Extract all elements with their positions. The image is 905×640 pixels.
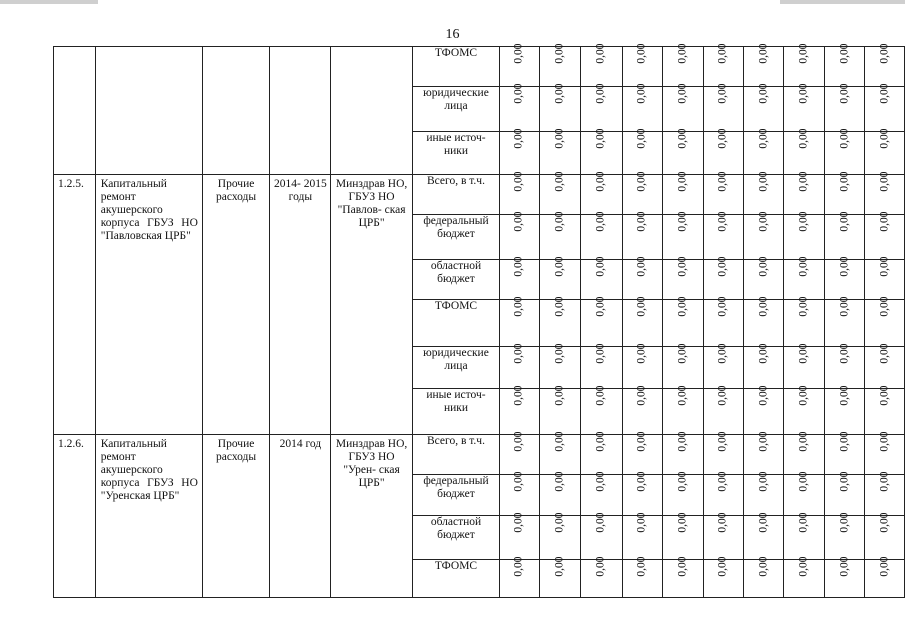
value-text: 0,00 bbox=[797, 83, 810, 104]
value-cell bbox=[622, 296, 662, 347]
value-text: 0,00 bbox=[757, 43, 770, 64]
item-number: 1.2.6. bbox=[54, 435, 96, 598]
value-cell bbox=[539, 556, 580, 598]
value-text: 0,00 bbox=[878, 385, 891, 406]
value-cell bbox=[703, 171, 743, 215]
value-text: 0,00 bbox=[635, 556, 648, 577]
value-cell bbox=[500, 211, 539, 260]
funding-source: ТФОМС bbox=[412, 560, 500, 598]
value-text: 0,00 bbox=[553, 83, 566, 104]
value-cell bbox=[663, 431, 703, 475]
page-number: 16 bbox=[445, 27, 460, 42]
value-cell bbox=[784, 128, 824, 175]
value-cell bbox=[744, 171, 784, 215]
value-text: 0,00 bbox=[635, 385, 648, 406]
value-cell bbox=[539, 171, 580, 215]
value-cell bbox=[539, 128, 580, 175]
value-text: 0,00 bbox=[878, 431, 891, 452]
value-text: 0,00 bbox=[878, 556, 891, 577]
value-text: 0,00 bbox=[594, 211, 607, 232]
value-text: 0,00 bbox=[553, 471, 566, 492]
value-cell bbox=[663, 256, 703, 300]
value-text: 0,00 bbox=[676, 471, 689, 492]
value-cell bbox=[703, 128, 743, 175]
value-cell bbox=[500, 385, 539, 435]
value-text: 0,00 bbox=[878, 128, 891, 149]
value-cell bbox=[784, 43, 824, 87]
value-text: 0,00 bbox=[797, 128, 810, 149]
value-text: 0,00 bbox=[716, 343, 729, 364]
value-cell bbox=[539, 211, 580, 260]
value-cell bbox=[539, 512, 580, 560]
value-cell bbox=[581, 211, 622, 260]
value-text: 0,00 bbox=[553, 128, 566, 149]
value-text: 0,00 bbox=[676, 171, 689, 192]
value-text: 0,00 bbox=[676, 43, 689, 64]
value-text: 0,00 bbox=[635, 83, 648, 104]
value-text: 0,00 bbox=[838, 471, 851, 492]
funding-source: иные источ- ники bbox=[412, 389, 500, 435]
value-cell bbox=[703, 256, 743, 300]
value-text: 0,00 bbox=[635, 343, 648, 364]
value-text: 0,00 bbox=[676, 296, 689, 317]
value-text: 0,00 bbox=[757, 471, 770, 492]
value-text: 0,00 bbox=[594, 471, 607, 492]
value-cell bbox=[581, 385, 622, 435]
value-text: 0,00 bbox=[838, 171, 851, 192]
value-cell bbox=[865, 211, 905, 260]
value-text: 0,00 bbox=[838, 43, 851, 64]
item-name: Капитальный ремонт акушерского корпуса ГБУЗ НО "Павловская ЦРБ" bbox=[95, 175, 202, 435]
value-cell bbox=[663, 512, 703, 560]
value-text: 0,00 bbox=[878, 296, 891, 317]
value-text: 0,00 bbox=[716, 83, 729, 104]
item-number: 1.2.5. bbox=[54, 175, 96, 435]
value-cell bbox=[500, 256, 539, 300]
value-cell bbox=[784, 556, 824, 598]
value-cell bbox=[581, 83, 622, 132]
scan-mark-left bbox=[0, 0, 98, 4]
value-cell bbox=[744, 128, 784, 175]
value-text: 0,00 bbox=[757, 512, 770, 533]
value-text: 0,00 bbox=[594, 431, 607, 452]
value-text: 0,00 bbox=[513, 256, 526, 277]
value-text: 0,00 bbox=[878, 83, 891, 104]
value-text: 0,00 bbox=[757, 83, 770, 104]
value-text: 0,00 bbox=[676, 256, 689, 277]
value-cell bbox=[581, 296, 622, 347]
value-text: 0,00 bbox=[797, 343, 810, 364]
value-cell bbox=[824, 128, 864, 175]
funding-source: ТФОМС bbox=[412, 47, 500, 87]
value-cell bbox=[784, 471, 824, 516]
value-text: 0,00 bbox=[553, 296, 566, 317]
value-text: 0,00 bbox=[838, 211, 851, 232]
value-cell bbox=[784, 296, 824, 347]
value-text: 0,00 bbox=[838, 83, 851, 104]
value-cell bbox=[663, 43, 703, 87]
expense-type: Прочие расходы bbox=[202, 175, 269, 435]
value-cell bbox=[663, 171, 703, 215]
value-text: 0,00 bbox=[635, 128, 648, 149]
value-text: 0,00 bbox=[757, 296, 770, 317]
value-cell bbox=[824, 256, 864, 300]
value-text: 0,00 bbox=[635, 512, 648, 533]
value-cell bbox=[865, 128, 905, 175]
value-text: 0,00 bbox=[635, 43, 648, 64]
value-text: 0,00 bbox=[797, 211, 810, 232]
value-text: 0,00 bbox=[635, 211, 648, 232]
value-cell bbox=[865, 343, 905, 389]
value-text: 0,00 bbox=[757, 385, 770, 406]
funding-source: юридические лица bbox=[412, 347, 500, 389]
value-text: 0,00 bbox=[716, 431, 729, 452]
value-cell bbox=[744, 211, 784, 260]
value-text: 0,00 bbox=[553, 556, 566, 577]
value-cell bbox=[703, 471, 743, 516]
value-text: 0,00 bbox=[838, 385, 851, 406]
value-cell bbox=[663, 211, 703, 260]
value-cell bbox=[539, 83, 580, 132]
item-number-cell bbox=[54, 47, 96, 175]
value-text: 0,00 bbox=[797, 171, 810, 192]
value-text: 0,00 bbox=[757, 256, 770, 277]
value-text: 0,00 bbox=[797, 471, 810, 492]
value-text: 0,00 bbox=[635, 471, 648, 492]
value-text: 0,00 bbox=[676, 83, 689, 104]
value-text: 0,00 bbox=[513, 556, 526, 577]
value-cell bbox=[500, 343, 539, 389]
value-cell bbox=[622, 171, 662, 215]
value-cell bbox=[744, 296, 784, 347]
scan-mark-right bbox=[780, 0, 905, 4]
value-text: 0,00 bbox=[838, 512, 851, 533]
value-text: 0,00 bbox=[878, 171, 891, 192]
value-cell bbox=[500, 43, 539, 87]
value-cell bbox=[622, 512, 662, 560]
value-cell bbox=[663, 385, 703, 435]
value-cell bbox=[663, 128, 703, 175]
value-text: 0,00 bbox=[716, 43, 729, 64]
value-cell bbox=[824, 385, 864, 435]
value-text: 0,00 bbox=[676, 556, 689, 577]
value-cell bbox=[539, 431, 580, 475]
executor: Минздрав НО, ГБУЗ НО "Урен- ская ЦРБ" bbox=[331, 435, 412, 598]
funding-source: областной бюджет bbox=[412, 260, 500, 300]
item-name-cell bbox=[95, 47, 202, 175]
value-cell bbox=[663, 83, 703, 132]
value-text: 0,00 bbox=[594, 128, 607, 149]
value-cell bbox=[824, 83, 864, 132]
value-cell bbox=[784, 83, 824, 132]
executor-cell bbox=[331, 47, 412, 175]
value-text: 0,00 bbox=[553, 43, 566, 64]
value-text: 0,00 bbox=[676, 211, 689, 232]
value-text: 0,00 bbox=[878, 343, 891, 364]
value-text: 0,00 bbox=[513, 296, 526, 317]
value-text: 0,00 bbox=[716, 512, 729, 533]
executor: Минздрав НО, ГБУЗ НО "Павлов- ская ЦРБ" bbox=[331, 175, 412, 435]
value-cell bbox=[784, 431, 824, 475]
value-text: 0,00 bbox=[513, 128, 526, 149]
value-cell bbox=[500, 556, 539, 598]
value-cell bbox=[824, 211, 864, 260]
value-cell bbox=[622, 128, 662, 175]
expense-type: Прочие расходы bbox=[202, 435, 269, 598]
value-text: 0,00 bbox=[513, 171, 526, 192]
value-cell bbox=[581, 171, 622, 215]
table-row bbox=[54, 47, 905, 87]
value-cell bbox=[581, 471, 622, 516]
item-name: Капитальный ремонт акушерского корпуса ГБУЗ НО "Уренская ЦРБ" bbox=[95, 435, 202, 598]
value-cell bbox=[824, 512, 864, 560]
value-cell bbox=[622, 431, 662, 475]
value-cell bbox=[663, 343, 703, 389]
period: 2014- 2015 годы bbox=[270, 175, 331, 435]
value-cell bbox=[663, 556, 703, 598]
value-cell bbox=[744, 256, 784, 300]
value-text: 0,00 bbox=[513, 512, 526, 533]
value-cell bbox=[865, 471, 905, 516]
funding-source: иные источ- ники bbox=[412, 132, 500, 175]
value-cell bbox=[824, 43, 864, 87]
value-cell bbox=[865, 43, 905, 87]
budget-table bbox=[53, 43, 905, 598]
value-text: 0,00 bbox=[594, 256, 607, 277]
value-text: 0,00 bbox=[553, 385, 566, 406]
value-cell bbox=[581, 43, 622, 87]
value-cell bbox=[744, 43, 784, 87]
value-cell bbox=[744, 512, 784, 560]
funding-source: областной бюджет bbox=[412, 516, 500, 560]
value-cell bbox=[622, 385, 662, 435]
value-cell bbox=[784, 211, 824, 260]
value-text: 0,00 bbox=[594, 171, 607, 192]
funding-source: федеральный бюджет bbox=[412, 475, 500, 516]
value-cell bbox=[622, 211, 662, 260]
value-cell bbox=[539, 43, 580, 87]
value-cell bbox=[539, 256, 580, 300]
expense-type-cell bbox=[202, 47, 269, 175]
value-text: 0,00 bbox=[838, 431, 851, 452]
value-cell bbox=[744, 471, 784, 516]
value-cell bbox=[824, 171, 864, 215]
value-text: 0,00 bbox=[513, 431, 526, 452]
value-text: 0,00 bbox=[797, 556, 810, 577]
value-text: 0,00 bbox=[553, 512, 566, 533]
value-cell bbox=[865, 83, 905, 132]
value-cell bbox=[703, 343, 743, 389]
value-text: 0,00 bbox=[716, 171, 729, 192]
value-text: 0,00 bbox=[553, 343, 566, 364]
value-cell bbox=[622, 256, 662, 300]
value-cell bbox=[744, 83, 784, 132]
value-text: 0,00 bbox=[838, 256, 851, 277]
value-cell bbox=[539, 296, 580, 347]
value-text: 0,00 bbox=[797, 43, 810, 64]
value-text: 0,00 bbox=[716, 385, 729, 406]
value-text: 0,00 bbox=[513, 83, 526, 104]
value-cell bbox=[703, 83, 743, 132]
value-text: 0,00 bbox=[594, 385, 607, 406]
value-cell bbox=[703, 296, 743, 347]
value-cell bbox=[703, 385, 743, 435]
value-text: 0,00 bbox=[797, 431, 810, 452]
value-text: 0,00 bbox=[757, 171, 770, 192]
value-text: 0,00 bbox=[635, 256, 648, 277]
value-cell bbox=[581, 556, 622, 598]
value-cell bbox=[622, 556, 662, 598]
value-cell bbox=[824, 296, 864, 347]
value-cell bbox=[539, 385, 580, 435]
value-cell bbox=[663, 471, 703, 516]
value-text: 0,00 bbox=[757, 556, 770, 577]
value-text: 0,00 bbox=[676, 431, 689, 452]
value-cell bbox=[784, 256, 824, 300]
value-text: 0,00 bbox=[594, 83, 607, 104]
value-cell bbox=[865, 256, 905, 300]
funding-source: ТФОМС bbox=[412, 300, 500, 347]
value-cell bbox=[784, 385, 824, 435]
value-cell bbox=[500, 83, 539, 132]
value-text: 0,00 bbox=[676, 512, 689, 533]
value-cell bbox=[744, 343, 784, 389]
value-cell bbox=[703, 431, 743, 475]
value-text: 0,00 bbox=[716, 471, 729, 492]
value-cell bbox=[622, 471, 662, 516]
table-row bbox=[54, 175, 905, 215]
value-cell bbox=[824, 556, 864, 598]
value-cell bbox=[703, 556, 743, 598]
value-cell bbox=[622, 43, 662, 87]
value-cell bbox=[500, 296, 539, 347]
value-text: 0,00 bbox=[594, 343, 607, 364]
value-cell bbox=[622, 343, 662, 389]
value-cell bbox=[500, 471, 539, 516]
value-cell bbox=[865, 296, 905, 347]
value-cell bbox=[500, 128, 539, 175]
value-cell bbox=[824, 343, 864, 389]
funding-source: Всего, в т.ч. bbox=[412, 175, 500, 215]
value-text: 0,00 bbox=[594, 296, 607, 317]
value-text: 0,00 bbox=[797, 296, 810, 317]
funding-source: юридические лица bbox=[412, 87, 500, 132]
value-cell bbox=[703, 211, 743, 260]
value-cell bbox=[784, 343, 824, 389]
value-cell bbox=[500, 512, 539, 560]
value-text: 0,00 bbox=[513, 43, 526, 64]
value-text: 0,00 bbox=[757, 343, 770, 364]
value-text: 0,00 bbox=[635, 296, 648, 317]
value-text: 0,00 bbox=[757, 211, 770, 232]
value-text: 0,00 bbox=[878, 211, 891, 232]
value-text: 0,00 bbox=[716, 296, 729, 317]
value-text: 0,00 bbox=[797, 385, 810, 406]
value-text: 0,00 bbox=[635, 171, 648, 192]
value-text: 0,00 bbox=[757, 431, 770, 452]
value-cell bbox=[581, 343, 622, 389]
value-text: 0,00 bbox=[716, 556, 729, 577]
value-text: 0,00 bbox=[553, 256, 566, 277]
scan-edge-marks bbox=[0, 0, 905, 6]
value-text: 0,00 bbox=[878, 256, 891, 277]
value-cell bbox=[744, 431, 784, 475]
value-cell bbox=[865, 431, 905, 475]
value-text: 0,00 bbox=[594, 43, 607, 64]
value-cell bbox=[703, 43, 743, 87]
value-text: 0,00 bbox=[878, 471, 891, 492]
value-cell bbox=[744, 385, 784, 435]
value-text: 0,00 bbox=[838, 128, 851, 149]
funding-source: Всего, в т.ч. bbox=[412, 435, 500, 475]
value-cell bbox=[744, 556, 784, 598]
value-text: 0,00 bbox=[838, 343, 851, 364]
value-text: 0,00 bbox=[716, 128, 729, 149]
value-cell bbox=[622, 83, 662, 132]
value-cell bbox=[865, 512, 905, 560]
value-cell bbox=[539, 343, 580, 389]
value-text: 0,00 bbox=[676, 385, 689, 406]
value-text: 0,00 bbox=[716, 256, 729, 277]
value-text: 0,00 bbox=[878, 43, 891, 64]
value-text: 0,00 bbox=[513, 343, 526, 364]
value-text: 0,00 bbox=[797, 512, 810, 533]
value-cell bbox=[581, 512, 622, 560]
value-cell bbox=[703, 512, 743, 560]
value-cell bbox=[500, 171, 539, 215]
value-text: 0,00 bbox=[757, 128, 770, 149]
table-row bbox=[54, 435, 905, 475]
period-cell bbox=[270, 47, 331, 175]
value-cell bbox=[581, 128, 622, 175]
value-text: 0,00 bbox=[513, 211, 526, 232]
value-text: 0,00 bbox=[838, 556, 851, 577]
value-text: 0,00 bbox=[553, 431, 566, 452]
value-cell bbox=[824, 471, 864, 516]
value-cell bbox=[865, 385, 905, 435]
value-text: 0,00 bbox=[878, 512, 891, 533]
value-text: 0,00 bbox=[797, 256, 810, 277]
value-cell bbox=[581, 256, 622, 300]
value-cell bbox=[663, 296, 703, 347]
value-text: 0,00 bbox=[553, 171, 566, 192]
value-text: 0,00 bbox=[676, 128, 689, 149]
value-text: 0,00 bbox=[635, 431, 648, 452]
funding-source: федеральный бюджет bbox=[412, 215, 500, 260]
value-cell bbox=[784, 512, 824, 560]
value-text: 0,00 bbox=[513, 471, 526, 492]
value-text: 0,00 bbox=[716, 211, 729, 232]
value-text: 0,00 bbox=[553, 211, 566, 232]
value-cell bbox=[824, 431, 864, 475]
value-cell bbox=[500, 431, 539, 475]
value-cell bbox=[581, 431, 622, 475]
value-text: 0,00 bbox=[513, 385, 526, 406]
value-text: 0,00 bbox=[838, 296, 851, 317]
value-text: 0,00 bbox=[594, 556, 607, 577]
value-text: 0,00 bbox=[676, 343, 689, 364]
value-cell bbox=[865, 171, 905, 215]
value-cell bbox=[865, 556, 905, 598]
value-cell bbox=[784, 171, 824, 215]
value-cell bbox=[539, 471, 580, 516]
value-text: 0,00 bbox=[594, 512, 607, 533]
period: 2014 год bbox=[270, 435, 331, 598]
